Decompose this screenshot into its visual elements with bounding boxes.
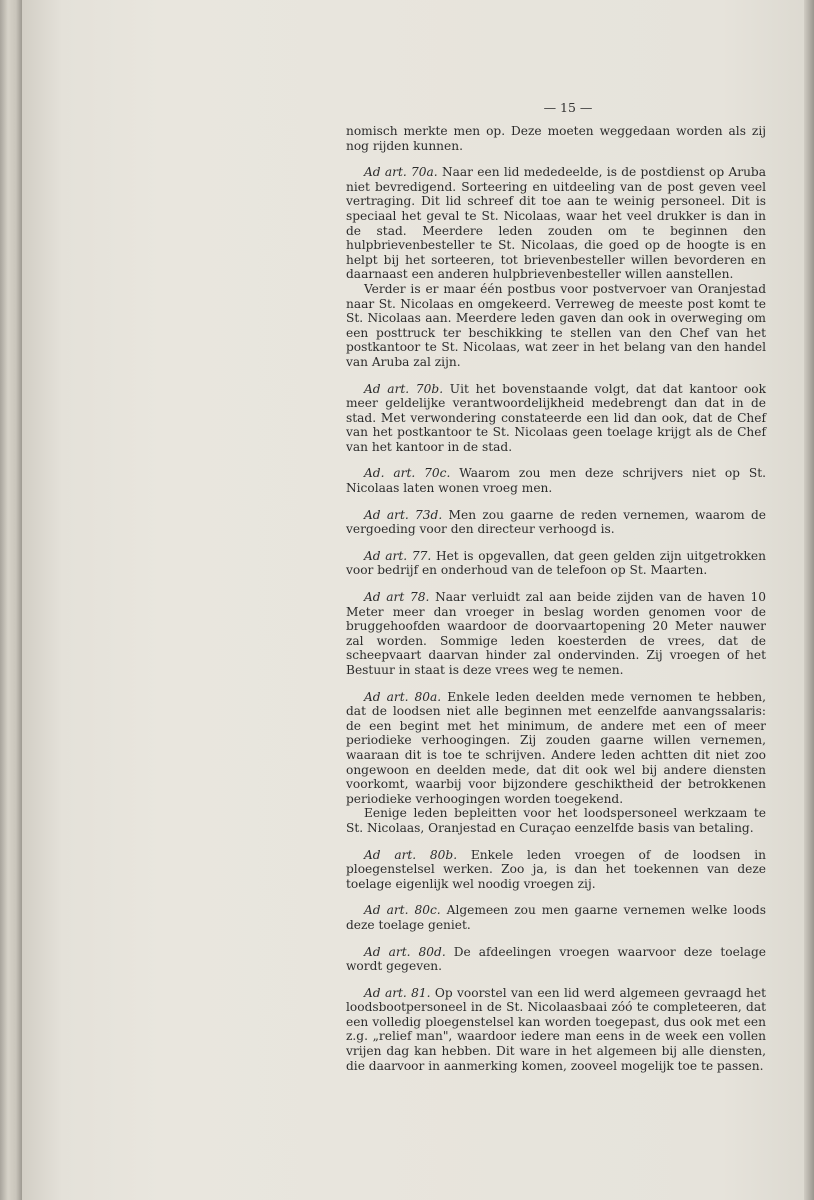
article-reference: Ad. art. 70c. bbox=[364, 466, 451, 481]
paragraph-text: Op voorstel van een lid werd algemeen gevraagd het loodsbootpersoneel in de St. Nicolaasbaai zóó te completeeren, dat een volledig ploegenstelsel kan worden toegepast, dus ook met een z.g. „relief man", waardoor iedere man eens in de week een vollen vrijen dag kan hebben. Dit ware in het algemeen bij alle diensten, die daarvoor in aanmerking komen, zooveel mogelijk toe te passen. bbox=[346, 985, 766, 1073]
paragraph bbox=[346, 848, 766, 892]
paragraph bbox=[346, 508, 766, 537]
paragraph bbox=[346, 945, 766, 974]
page-number: — 15 — bbox=[543, 100, 593, 115]
paragraph bbox=[346, 986, 766, 1074]
paragraph-text: Verder is er maar één postbus voor postvervoer van Oranjestad naar St. Nicolaas en omgekeerd. Verreweg de meeste post komt te St. Nicolaas aan. Meerdere leden gaven dan ook in overweging om een posttruck ter beschikking te stellen van den Chef van het postkantoor te St. Nicolaas, wat zeer in het belang van den handel van Aruba zal zijn. bbox=[346, 281, 766, 369]
paragraph bbox=[346, 549, 766, 578]
paragraph-text: Naar verluidt zal aan beide zijden van de haven 10 Meter meer dan vroeger in beslag worden genomen voor de bruggehoofden waardoor de doorvaartopening 20 Meter nauwer zal worden. Sommige leden koesterden de vrees, dat de scheepvaart daarvan hinder zal ondervinden. Zij vroegen of het Bestuur in staat is deze vrees weg te nemen. bbox=[346, 590, 766, 677]
article-reference: Ad art. 70a. bbox=[364, 165, 438, 180]
article-reference: Ad art. 80b. bbox=[364, 847, 458, 862]
article-reference: Ad art. 77. bbox=[364, 548, 432, 563]
paragraph-text: Enkele leden vroegen of de loodsen in ploegenstelsel werken. Zoo ja, is dan het toekennen van deze toelage eigenlijk wel noodig vroegen zij. bbox=[346, 847, 766, 891]
previous-page-edge bbox=[0, 0, 22, 1200]
article-reference: Ad art. 80a. bbox=[364, 689, 442, 704]
paragraph-text: Enkele leden deelden mede vernomen te hebben, dat de loodsen niet alle beginnen met eenzelfde aanvangssalaris: de een begint met het minimum, de andere met een of meer periodieke verhoogingen. Zij zouden gaarne willen vernemen, waaraan dit is toe te schrijven. Andere leden achtten dit niet zoo ongewoon en deelden mede, dat dit ook wel bij andere diensten voorkomt, waarbij voor bijzondere geschiktheid der betrokkenen periodieke verhoogingen worden toegekend. bbox=[346, 689, 766, 806]
article-reference: Ad art. 80d. bbox=[364, 944, 446, 959]
article-reference: Ad art. 80c. bbox=[364, 903, 441, 918]
article-reference: Ad art. 81. bbox=[364, 985, 431, 1000]
article-reference: Ad art. 73d. bbox=[364, 507, 443, 522]
paragraph-text: Waarom zou men deze schrijvers niet op St. Nicolaas laten wonen vroeg men. bbox=[346, 466, 766, 496]
paragraph-text: Men zou gaarne de reden vernemen, waarom de vergoeding voor den directeur verhoogd is. bbox=[346, 507, 767, 537]
paragraph bbox=[346, 690, 766, 807]
paragraph bbox=[346, 124, 766, 153]
paragraph-text: Naar een lid mededeelde, is de postdienst op Aruba niet bevredigend. Sorteering en uitdeeling van de post geven veel vertraging. Dit lid schreef dit toe aan te weinig personeel. Dit is speciaal het geval te St. Nicolaas, waar het veel drukker is dan in de stad. Meerdere leden zouden om te beginnen den hulpbrievenbesteller te St. Nicolaas, die goed op de hoogte is en helpt bij het sorteeren, tot brievenbesteller willen bevorderen en daarnaast een anderen hulpbrievenbesteller willen aanstellen. bbox=[346, 165, 766, 282]
paragraph-text: Algemeen zou men gaarne vernemen welke loods deze toelage geniet. bbox=[346, 903, 766, 932]
paragraph-text: Uit het bovenstaande volgt, dat dat kantoor ook meer geldelijke verantwoordelijkheid medebrengt dan dat in de stad. Met verwondering constateerde een lid dan ook, dat de Chef van het postkantoor te St. Nicolaas geen toelage krijgt als de Chef van het kantoor in de stad. bbox=[346, 381, 766, 454]
paragraph bbox=[346, 590, 766, 678]
paragraph bbox=[346, 382, 766, 455]
paragraph bbox=[346, 466, 766, 495]
paragraph bbox=[346, 806, 766, 835]
article-reference: Ad art 78. bbox=[364, 590, 430, 605]
paragraph-text: Eenige leden bepleitten voor het loodspersoneel werkzaam te St. Nicolaas, Oranjestad en Curaçao eenzelfde basis van betaling. bbox=[346, 806, 766, 835]
paragraph-text: Het is opgevallen, dat geen gelden zijn uitgetrokken voor bedrijf en onderhoud van de telefoon op St. Maarten. bbox=[346, 548, 766, 578]
document-body bbox=[346, 124, 766, 1085]
paragraph bbox=[346, 903, 766, 932]
paragraph bbox=[346, 282, 766, 370]
page-right-edge bbox=[804, 0, 814, 1200]
paragraph-text: De afdeelingen vroegen waarvoor deze toelage wordt gegeven. bbox=[346, 944, 766, 974]
paragraph-text: nomisch merkte men op. Deze moeten weggedaan worden als zij nog rijden kunnen. bbox=[346, 124, 766, 153]
paragraph bbox=[346, 165, 766, 282]
article-reference: Ad art. 70b. bbox=[364, 381, 444, 396]
